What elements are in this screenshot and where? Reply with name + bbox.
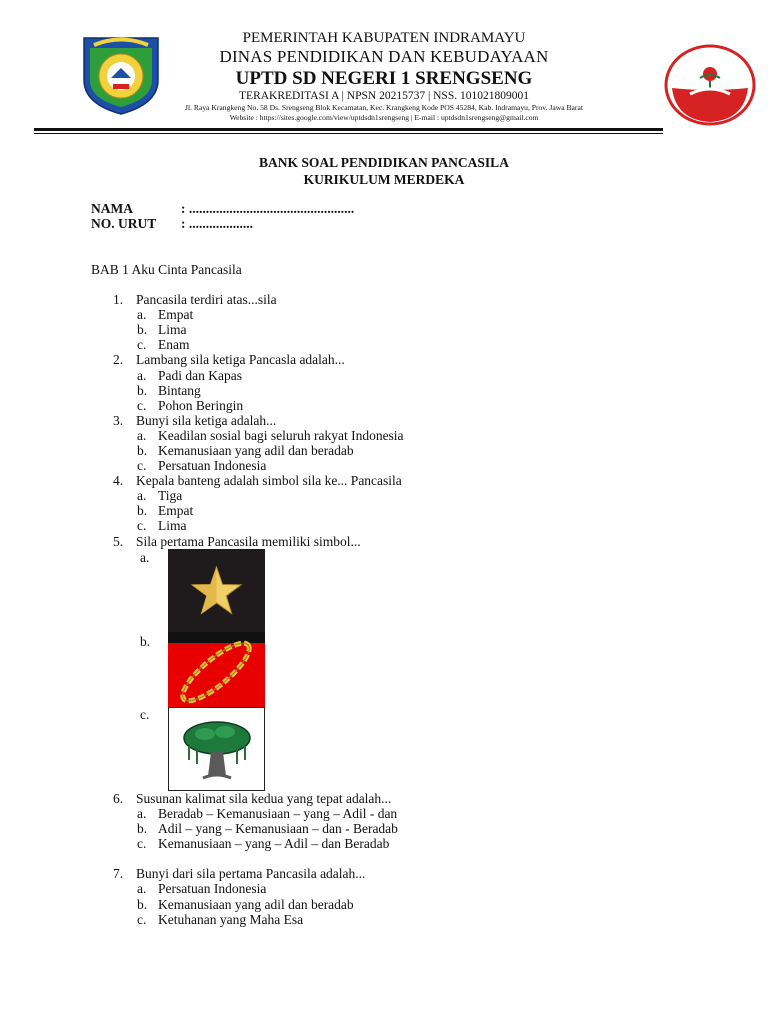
option-3a: a. Keadilan sosial bagi seluruh rakyat Indonesia: [137, 428, 404, 443]
name-field: : .................................................: [181, 201, 355, 216]
question-number: 5.: [113, 534, 124, 549]
option-2c: c. Pohon Beringin: [137, 398, 244, 413]
option-2b: b. Bintang: [137, 383, 201, 398]
school-name: UPTD SD NEGERI 1 SRENGSENG: [235, 68, 533, 89]
question-1: [113, 292, 277, 308]
option-7c: c. Ketuhanan yang Maha Esa: [137, 912, 304, 927]
question-3: [113, 413, 276, 429]
question-text: Bunyi dari sila pertama Pancasila adalah...: [136, 866, 366, 881]
chain-image-icon: [168, 632, 265, 707]
option-5b-letter: b.: [140, 634, 151, 649]
option-5c-letter: c.: [140, 707, 150, 722]
question-text: Kepala banteng adalah simbol sila ke... Pancasila: [136, 473, 402, 488]
school-logo: [664, 44, 756, 126]
option-6a: a. Beradab – Kemanusiaan – yang – Adil - dan: [137, 806, 398, 821]
header-rule-thin: [34, 133, 663, 134]
banyan-tree-image-icon: [168, 707, 265, 791]
option-5a-letter: a.: [140, 550, 150, 565]
question-6: [113, 791, 391, 807]
question-2: [113, 352, 345, 368]
option-4c: c. Lima: [137, 518, 187, 533]
option-1c: c. Enam: [137, 337, 190, 352]
website-line: Website : https://sites.google.com/view/uptdsdn1srengseng | E-mail : uptdsdn1srengseng@gmail.com: [229, 113, 539, 122]
option-6c: c. Kemanusiaan – yang – Adil – dan Beradab: [137, 836, 390, 851]
government-line: PEMERINTAH KABUPATEN INDRAMAYU: [242, 30, 526, 46]
option-1b: b. Lima: [137, 322, 187, 337]
question-4: [113, 473, 402, 489]
option-3c: c. Persatuan Indonesia: [137, 458, 267, 473]
document-title: BANK SOAL PENDIDIKAN PANCASILA: [259, 155, 509, 170]
option-1a: a. Empat: [137, 307, 194, 322]
question-number: 1.: [113, 292, 124, 307]
address-line: Jl. Raya Krangkeng No. 58 Ds. Srengseng Blok Kecamatan, Kec. Krangkeng Kode POS 45284, Kab. Indramayu, Prov. Jawa Barat: [185, 103, 583, 112]
question-7: [113, 866, 365, 882]
question-number: 6.: [113, 791, 124, 806]
question-number: 4.: [113, 473, 124, 488]
option-4b: b. Empat: [137, 503, 194, 518]
accreditation-line: TERAKREDITASI A | NPSN 20215737 | NSS. 101021809001: [239, 90, 529, 102]
question-5: [113, 534, 361, 550]
document-subtitle: KURIKULUM MERDEKA: [303, 172, 465, 187]
question-text: Bunyi sila ketiga adalah...: [136, 413, 277, 428]
number-field: : ...................: [181, 216, 253, 231]
question-number: 7.: [113, 866, 124, 881]
question-text: Sila pertama Pancasila memiliki simbol...: [136, 534, 361, 549]
question-number: 3.: [113, 413, 124, 428]
option-7b: b. Kemanusiaan yang adil dan beradab: [137, 897, 354, 912]
header-rule-thick: [34, 128, 663, 131]
question-number: 2.: [113, 352, 124, 367]
number-label: NO. URUT: [91, 216, 157, 231]
question-text: Susunan kalimat sila kedua yang tepat adalah...: [136, 791, 392, 806]
option-7a: a. Persatuan Indonesia: [137, 881, 267, 896]
option-3b: b. Kemanusiaan yang adil dan beradab: [137, 443, 354, 458]
question-text: Pancasila terdiri atas...sila: [136, 292, 277, 307]
name-label: NAMA: [91, 201, 133, 216]
option-6b: b. Adil – yang – Kemanusiaan – dan - Beradab: [137, 821, 398, 836]
option-2a: a. Padi dan Kapas: [137, 368, 242, 383]
department-line: DINAS PENDIDIKAN DAN KEBUDAYAAN: [219, 47, 549, 66]
chapter-heading: BAB 1 Aku Cinta Pancasila: [91, 262, 242, 277]
option-4a: a. Tiga: [137, 488, 183, 503]
star-image-icon: [168, 549, 265, 632]
question-text: Lambang sila ketiga Pancasla adalah...: [136, 352, 345, 367]
